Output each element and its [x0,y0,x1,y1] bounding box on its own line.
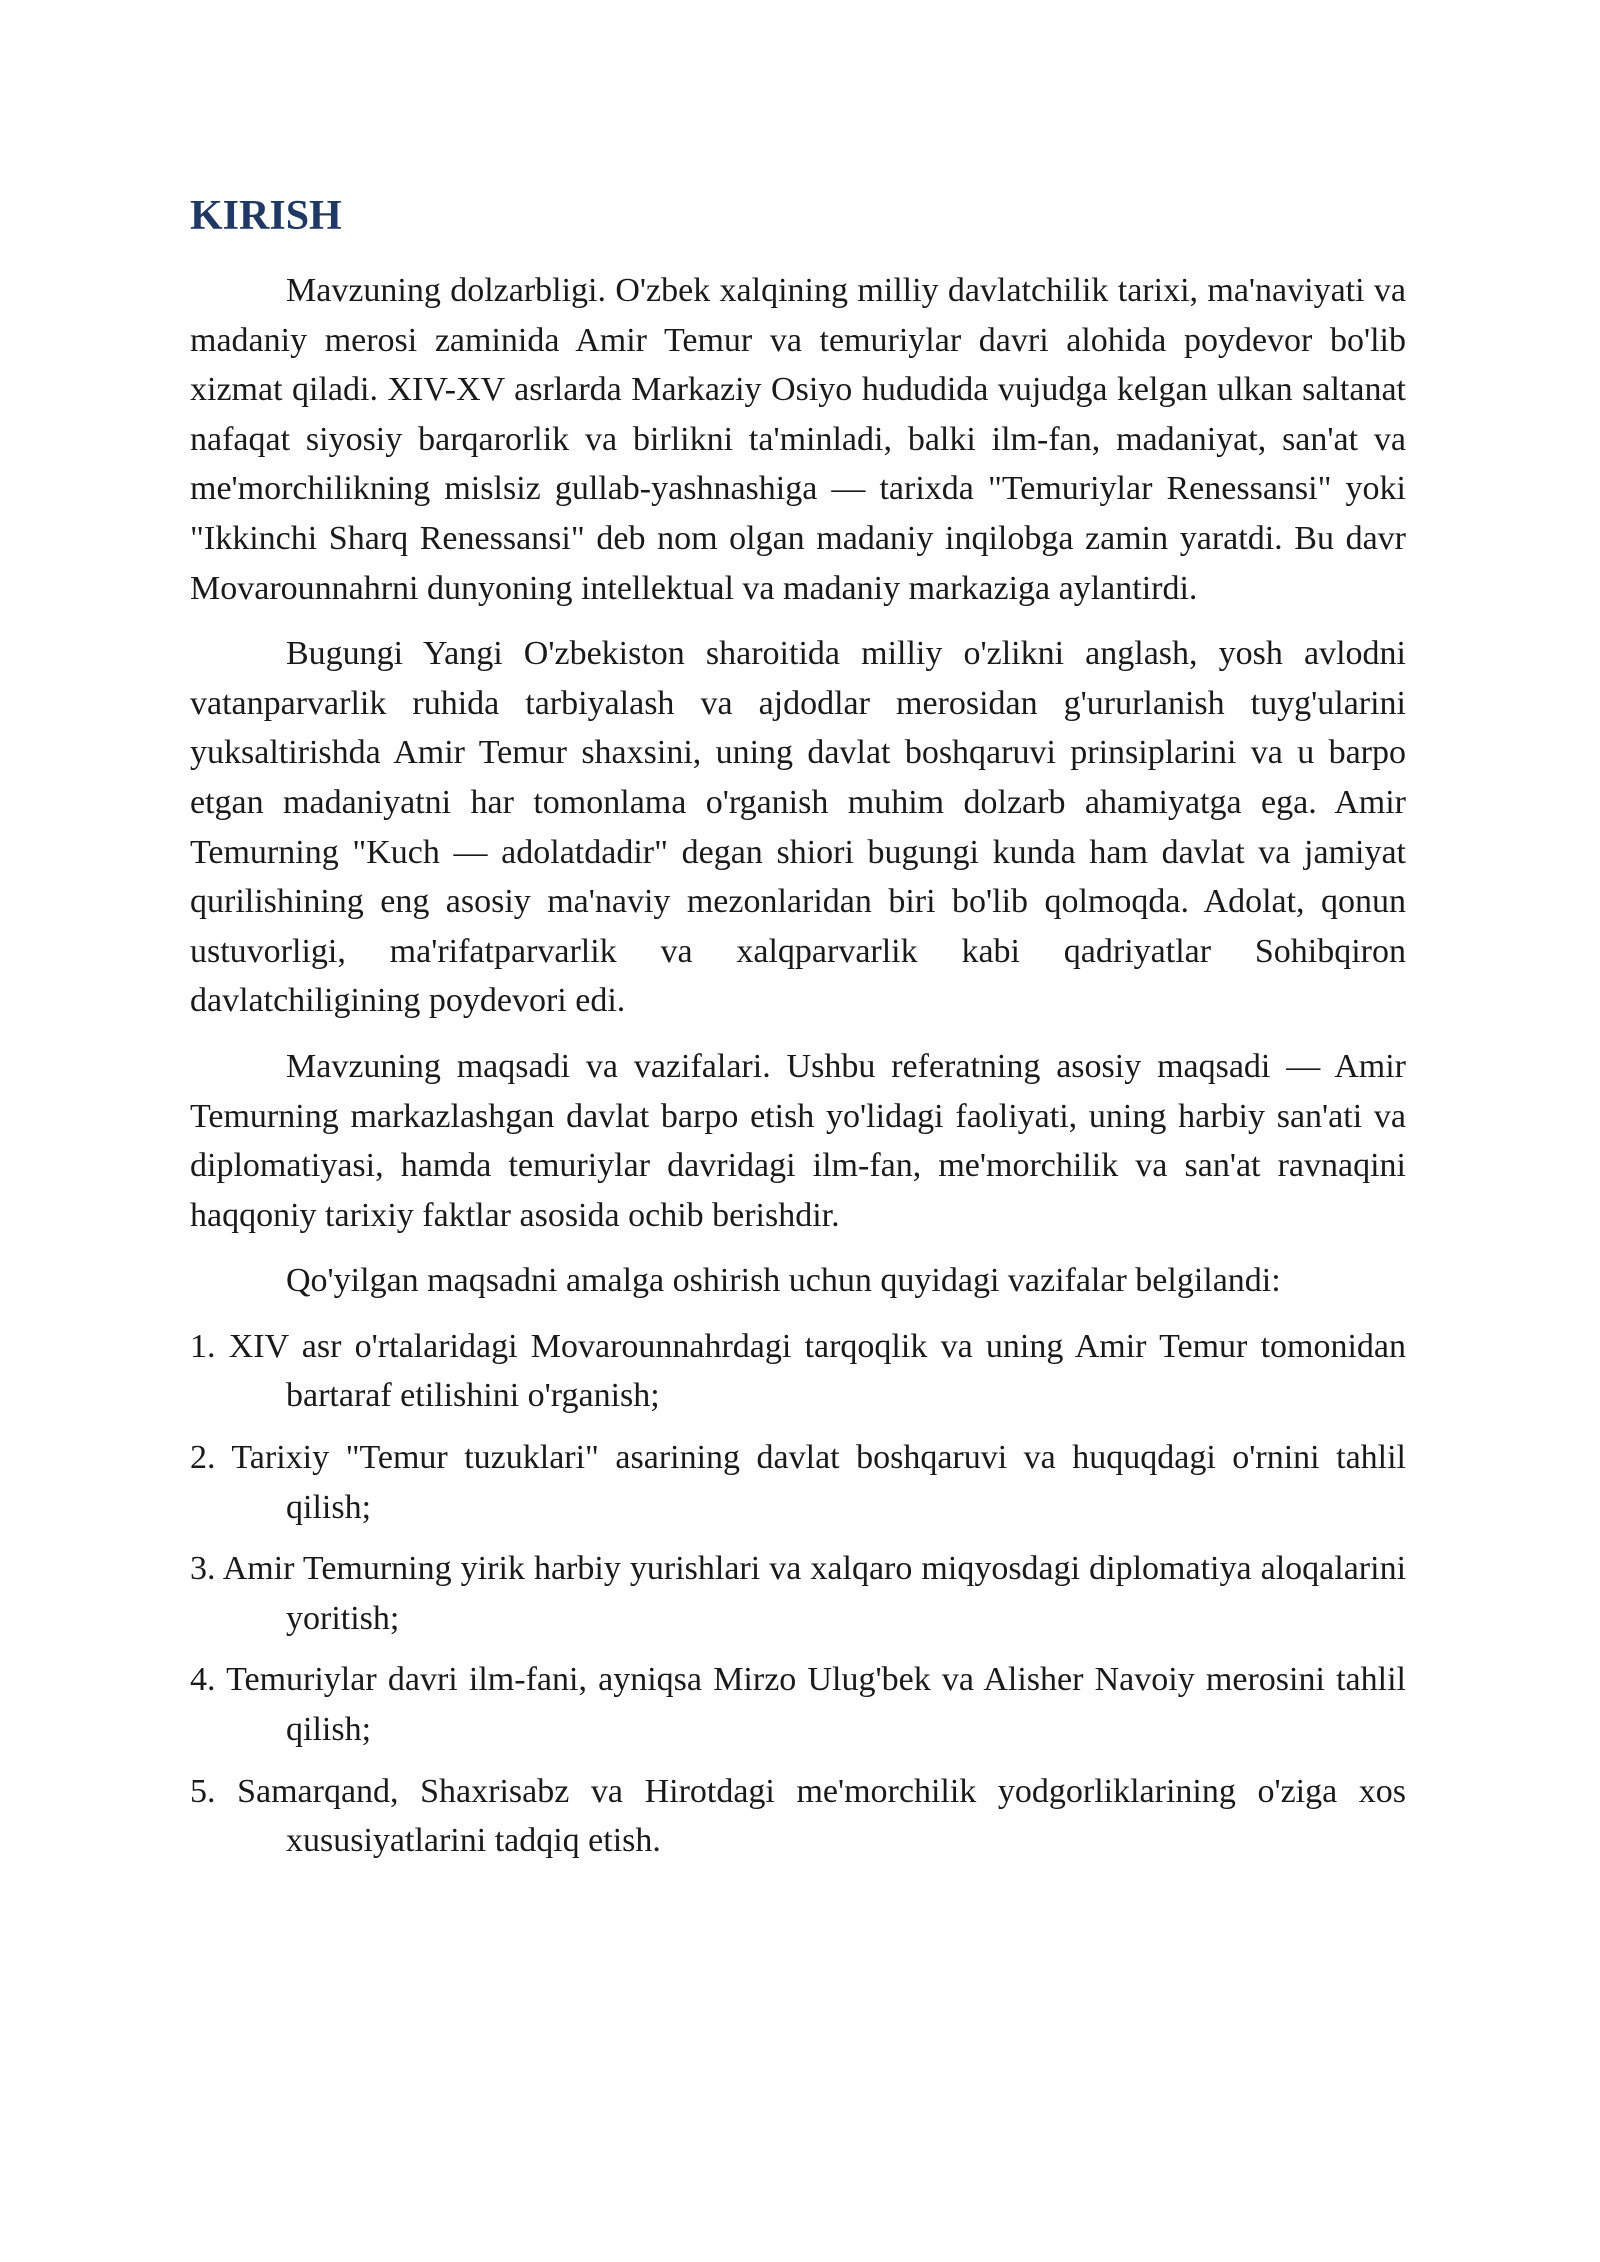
list-item-text: Amir Temurning yirik harbiy yurishlari va xalqaro miqyosdagi diplomatiya aloqalarini yoritish; [222,1550,1407,1637]
list-item-text: Samarqand, Shaxrisabz va Hirotdagi me'morchilik yodgorliklarining o'ziga xos xususiyatlarini tadqiq etish. [237,1772,1407,1860]
section-heading: KIRISH [190,193,342,239]
list-item-number: 1. [190,1327,216,1365]
list-item [190,1322,1406,1421]
list-item-text: Tarixiy "Temur tuzuklari" asarining davlat boshqaruvi va huquqdagi o'rnini tahlil qilish; [231,1439,1406,1526]
paragraph-tasks-intro: Qo'yilgan maqsadni amalga oshirish uchun quyidagi vazifalar belgilandi: [286,1262,1281,1300]
document-page [190,188,1406,1878]
tasks-list [190,1322,1406,1866]
list-item-number: 5. [190,1772,216,1810]
paragraph-goals: Mavzuning maqsadi va vazifalari. Ushbu referatning asosiy maqsadi — Amir Temurning markazlashgan davlat barpo etish yo'lidagi faoliyati, uning harbiy san'ati va diplomatiyasi, hamda temuriylar davridagi ilm-fan, me'morchilik va san'at ravnaqini haqqoniy tarixiy faktlar asosida ochib berishdir. [190,1047,1406,1234]
list-item [190,1544,1406,1643]
list-item [190,1433,1406,1532]
list-item [190,1655,1406,1754]
list-item [190,1767,1406,1866]
list-item-text: Temuriylar davri ilm-fani, ayniqsa Mirzo Ulug'bek va Alisher Navoiy merosini tahlil qilish; [226,1661,1406,1749]
list-item-number: 4. [190,1661,216,1699]
list-item-number: 2. [190,1439,216,1477]
paragraph-modern-context: Bugungi Yangi O'zbekiston sharoitida milliy o'zlikni anglash, yosh avlodni vatanparvarlik ruhida tarbiyalash va ajdodlar merosidan g'ururlanish tuyg'ularini yuksaltirishda Amir Temur shaxsini, uning davlat boshqaruvi prinsiplarini va u barpo etgan madaniyatni har tomonlama o'rganish muhim dolzarb ahamiyatga ega. Amir Temurning "Kuch — adolatdadir" degan shiori bugungi kunda ham davlat va jamiyat qurilishining eng asosiy ma'naviy mezonlaridan biri bo'lib qolmoqda. Adolat, qonun ustuvorligi, ma'rifatparvarlik va xalqparvarlik kabi qadriyatlar Sohibqiron davlatchiligining poydevori edi. [190,635,1406,1020]
list-item-text: XIV asr o'rtalaridagi Movarounnahrdagi tarqoqlik va uning Amir Temur tomonidan bartaraf etilishini o'rganish; [228,1327,1407,1415]
paragraph-relevance: Mavzuning dolzarbligi. O'zbek xalqining milliy davlatchilik tarixi, ma'naviyati va madaniy merosi zaminida Amir Temur va temuriylar davri alohida poydevor bo'lib xizmat qiladi. XIV-XV asrlarda Markaziy Osiyo hududida vujudga kelgan ulkan saltanat nafaqat siyosiy barqarorlik va birlikni ta'minladi, balki ilm-fan, madaniyat, san'at va me'morchilikning mislsiz gullab-yashnashiga — tarixda "Temuriylar Renessansi" yoki "Ikkinchi Sharq Renessansi" deb nom olgan madaniy inqilobga zamin yaratdi. Bu davr Movarounnahrni dunyoning intellektual va madaniy markaziga aylantirdi. [190,272,1406,607]
list-item-number: 3. [190,1550,216,1588]
